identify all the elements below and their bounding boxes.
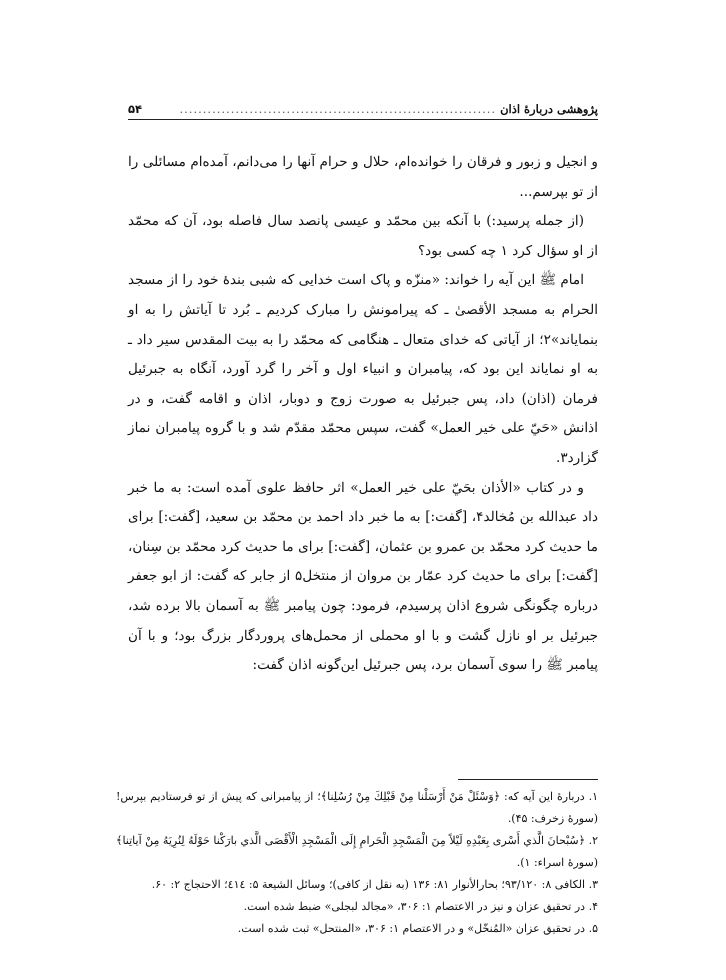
footnote: ۳. الکافی ۸: ۹۳/۱۲۰؛ بحارالأنوار ۸۱: ۱۳۶ (به نقل از کافی)؛ وسائل الشیعة ۵: ٤١٤؛ الاحتجاج ۲: ۶۰. — [151, 878, 598, 891]
paragraph: و در کتاب «الأذان بحَيّ على خير العمل» اثر حافظ علوی آمده است: به ما خبر داد عبدالله بن مُخالد۴، [گفت:] به ما خبر داد احمد بن محمّد بن سعید، [گفت:] برای ما حدیث کرد محمّد بن عمرو بن عثمان، [گفت:] برای ما حدیث کرد محمّد بن سِنان، [گفت:] برای ما حدیث کرد عمّار بن مروان از منتخل۵ از جابر که گفت: از ابو جعفر درباره چگونگی شروع اذان پرسیدم، فرمود: چون پیامبر ﷺ به آسمان بالا برده شد، جبرئیل بر او نازل گشت و با او محملی از محمل‌های پروردگار بزرگ بود؛ و با آن پیامبر ﷺ را سوی آسمان برد، پس جبرئیل این‌گونه اذان گفت: — [128, 479, 599, 674]
footnote: ۵. در تحقیق عزان «المُنخّل» و در الاعتصام ۱: ۳۰۶، «المنتحل» ثبت شده است. — [237, 922, 598, 935]
footnote: ۱. دربارهٔ این آیه که: ﴿وَسْئَلْ مَنْ أَرْسَلْنا مِنْ قَبْلِكَ مِنْ رُسُلِنا﴾؛ از پیامبرانی که پیش از تو فرستادیم بپرس! (سورهٔ زخرف: ۴۵). — [116, 790, 598, 825]
footnote-divider — [458, 779, 598, 780]
footnote: ۴. در تحقیق عزان و نیز در الاعتصام ۱: ۳۰۶، «مجالد لبجلی» ضبط شده است. — [243, 900, 598, 913]
paragraph: (از جمله پرسید:) با آنکه بین محمّد و عیسی پانصد سال فاصله بود، آن که محمّد از او سؤال کرد ۱ چه کسی بود؟ — [128, 213, 598, 259]
main-text — [128, 148, 598, 681]
paragraph: و انجیل و زبور و فرقان را خوانده‌ام، حلال و حرام آنها را می‌دانم، آمده‌ام مسائلی را از تو بپرسم... — [128, 154, 598, 200]
footnote: ۲. ﴿سُبْحانَ الَّذي أَسْرى بِعَبْدِهِ لَيْلاً مِنَ الْمَسْجِدِ الْحَرامِ إِلَى الْمَسْجِدِ الْأَقْصَى الَّذي بارَكْنا حَوْلَهُ لِنُرِيَهُ مِنْ آياتِنا﴾ (سورهٔ اسراء: ۱). — [116, 834, 598, 869]
running-header — [128, 90, 598, 120]
header-leader-dots: .................................................................... — [179, 102, 497, 116]
header-title: پژوهشی دربارهٔ اذان — [500, 102, 598, 116]
page-number: ۵۴ — [128, 102, 143, 116]
paragraph: امام ﷺ این آیه را خواند: «منزّه و پاک است خدایی که شبی بندهٔ خود را از مسجد الحرام به مسجد الأقصیٰ ـ که پیرامونش را مبارک کردیم ـ بُرد تا آیاتش را به او بنمایاند»۲؛ از آیاتی که خدای متعال ـ هنگامی که محمّد را به بیت المقدس سیر داد ـ به او نمایاند این بود که، پیامبران و انبیاء اول و آخر را گرد آورد، آنگاه به جبرئیل فرمان (اذان) داد، پس جبرئیل به صورت زوج و دوبار، اذان و اقامه گفت، و در اذانش «حَيّ على خير العمل» گفت، سپس محمّد مقدّم شد و با گروه پیامبران نماز گزارد۳. — [128, 272, 598, 466]
footnotes — [116, 786, 598, 940]
